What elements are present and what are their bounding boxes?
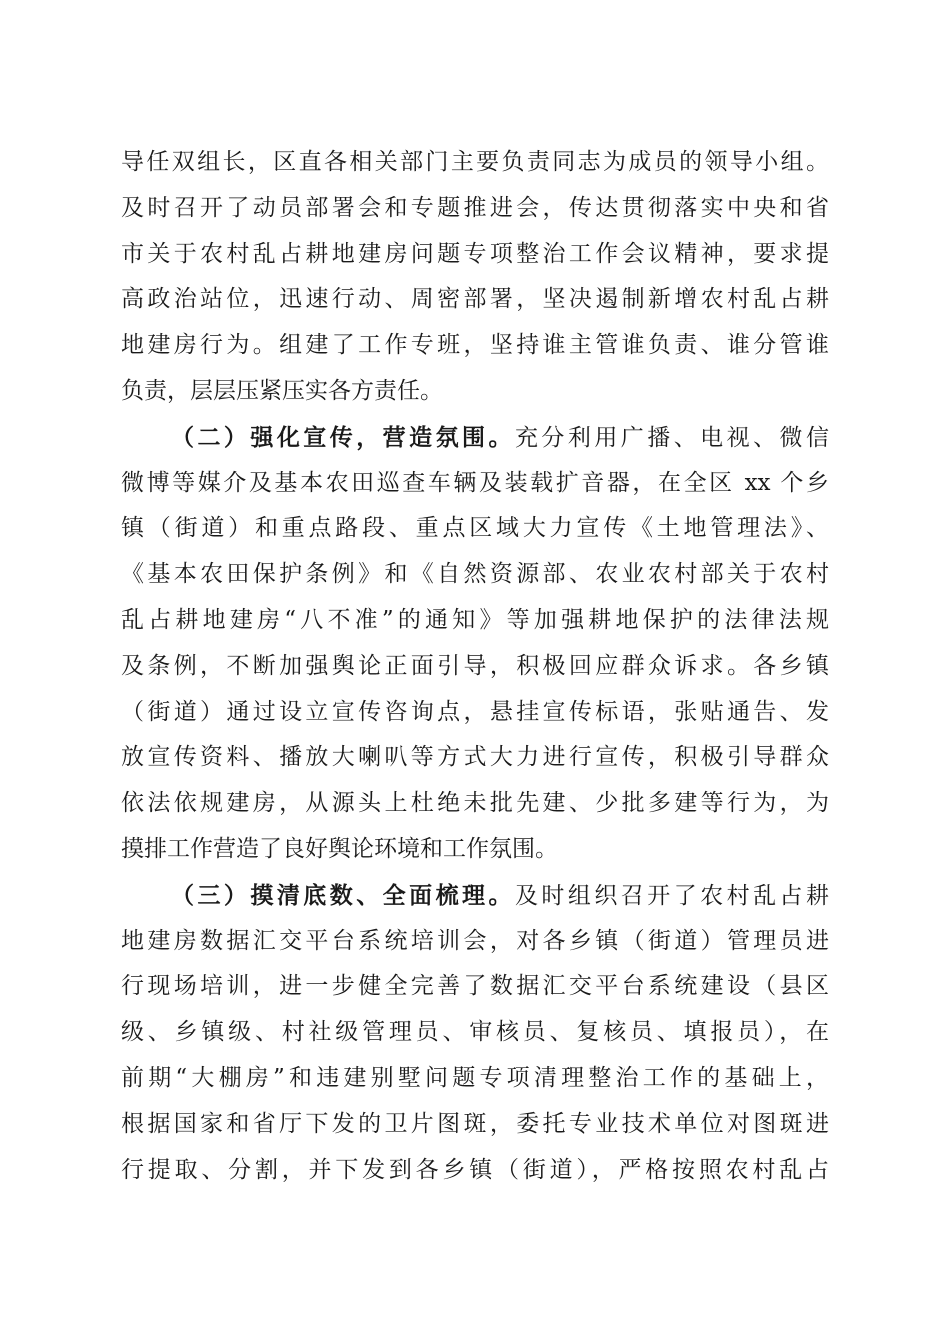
text-line [121, 415, 829, 461]
text-line [121, 873, 829, 919]
text-line: 放宣传资料、播放大喇叭等方式大力进行宣传，积极引导群众 [121, 744, 829, 771]
text-line: 导任双组长，区直各相关部门主要负责同志为成员的领导小组。 [121, 149, 829, 175]
text-line: 乱占耕地建房“八不准”的通知》等加强耕地保护的法律法规 [121, 606, 829, 633]
text-line: 行现场培训，进一步健全完善了数据汇交平台系统建设（县区 [121, 973, 829, 1000]
text-line: 及条例，不断加强舆论正面引导，积极回应群众诉求。各乡镇 [121, 652, 829, 679]
text-line: 级、乡镇级、村社级管理员、审核员、复核员、填报员），在 [121, 1019, 829, 1046]
text-line: 行提取、分割，并下发到各乡镇（街道），严格按照农村乱占 [121, 1156, 829, 1183]
text-line: 前期“大棚房”和违建别墅问题专项清理整治工作的基础上， [121, 1064, 829, 1091]
text-line: 地建房行为。组建了工作专班，坚持谁主管谁负责、谁分管谁 [121, 332, 829, 359]
text-line: 依法依规建房，从源头上杜绝未批先建、少批多建等行为，为 [121, 790, 829, 817]
text-run: 及时组织召开了农村乱占耕 [514, 882, 830, 909]
text-line: 及时召开了动员部署会和专题推进会，传达贯彻落实中央和省 [121, 194, 829, 221]
text-run: 充分利用广播、电视、微信 [514, 424, 830, 451]
text-line: 微博等媒介及基本农田巡查车辆及装载扩音器，在全区 xx 个乡 [121, 469, 829, 496]
text-line: 镇（街道）和重点路段、重点区域大力宣传《土地管理法》、 [121, 515, 829, 542]
paragraph [121, 140, 829, 415]
paragraph [121, 873, 829, 1194]
paragraph [121, 415, 829, 873]
section-heading: （三）摸清底数、全面梳理。 [171, 881, 515, 909]
text-line: 地建房数据汇交平台系统培训会，对各乡镇（街道）管理员进 [121, 927, 829, 954]
body-text [121, 140, 829, 1193]
text-line: （街道）通过设立宣传咨询点，悬挂宣传标语，张贴通告、发 [121, 698, 829, 725]
text-line: 市关于农村乱占耕地建房问题专项整治工作会议精神，要求提 [121, 240, 829, 267]
text-line: 负责，层层压紧压实各方责任。 [121, 377, 443, 404]
text-line: 摸排工作营造了良好舆论环境和工作氛围。 [121, 835, 558, 862]
section-heading: （二）强化宣传，营造氛围。 [171, 423, 515, 451]
text-line: 根据国家和省厅下发的卫片图斑，委托专业技术单位对图斑进 [121, 1110, 829, 1137]
text-line: 《基本农田保护条例》和《自然资源部、农业农村部关于农村 [121, 561, 829, 588]
text-line: 高政治站位，迅速行动、周密部署，坚决遏制新增农村乱占耕 [121, 286, 829, 313]
